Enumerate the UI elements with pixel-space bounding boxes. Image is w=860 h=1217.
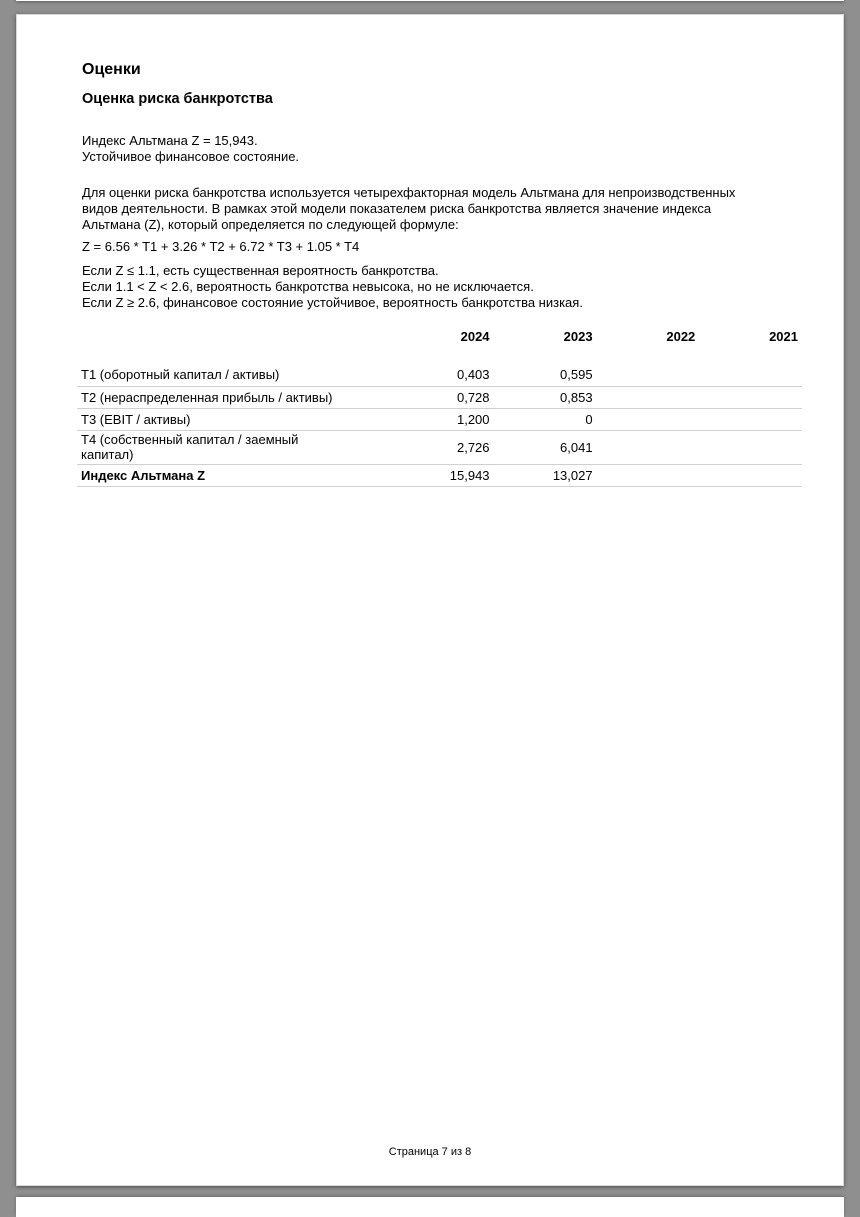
cell-value: [699, 386, 802, 408]
row-label: T2 (нераспределенная прибыль / активы): [77, 386, 390, 408]
cell-value: 0,728: [390, 386, 493, 408]
header-year-2022: 2022: [666, 329, 696, 344]
cell-value: 0,853: [494, 386, 597, 408]
row-label: T3 (EBIT / активы): [77, 408, 390, 430]
table-row-total: [77, 464, 802, 486]
cell-value: 2,726: [390, 430, 493, 464]
cell-value: 0,595: [494, 364, 597, 386]
row-label-line: T4 (собственный капитал / заемный: [81, 432, 299, 447]
cell-value: [699, 464, 802, 486]
summary-status-line: Устойчивое финансовое состояние.: [82, 149, 300, 164]
cell-value: 6,041: [494, 430, 597, 464]
page-number-footer: Страница 7 из 8: [388, 1146, 472, 1158]
cell-value: 13,027: [494, 464, 597, 486]
row-label: Индекс Альтмана Z: [77, 464, 390, 486]
table-row: [77, 430, 802, 464]
row-label: [77, 430, 390, 464]
table-row: [77, 386, 802, 408]
header-year-2021: 2021: [769, 329, 798, 344]
section-subheading: Оценка риска банкротства: [82, 91, 273, 107]
intro-line: Для оценки риска банкротства используется четырехфакторная модель Альтмана для непроизводственных: [82, 185, 736, 200]
intro-line: Альтмана (Z), который определяется по следующей формуле:: [82, 217, 459, 232]
cell-value: 15,943: [390, 464, 493, 486]
cell-value: 0,403: [390, 364, 493, 386]
altman-table: [77, 329, 802, 487]
cell-value: [597, 408, 700, 430]
cell-value: 1,200: [390, 408, 493, 430]
section-heading: Оценки: [82, 61, 141, 78]
summary-index-line: Индекс Альтмана Z = 15,943.: [82, 133, 258, 148]
summary-block: [82, 133, 299, 165]
cell-value: [699, 408, 802, 430]
altman-formula: Z = 6.56 * T1 + 3.26 * T2 + 6.72 * T3 + 1.05 * T4: [82, 239, 360, 254]
cell-value: 0: [494, 408, 597, 430]
previous-page-edge: [16, 0, 844, 1]
interpretation-rules: [82, 263, 583, 311]
header-year-2024: 2024: [460, 329, 490, 344]
table-header-row: [77, 329, 802, 347]
intro-paragraph: [82, 185, 735, 233]
intro-line: видов деятельности. В рамках этой модели показателем риска банкротства является значение индекса: [82, 201, 712, 216]
cell-value: [597, 430, 700, 464]
table-row: [77, 364, 802, 386]
row-label: T1 (оборотный капитал / активы): [77, 364, 390, 386]
rule-line: Если 1.1 < Z < 2.6, вероятность банкротства невысока, но не исключается.: [82, 279, 534, 294]
rule-line: Если Z ≥ 2.6, финансовое состояние устойчивое, вероятность банкротства низкая.: [82, 295, 583, 310]
table-row: [77, 408, 802, 430]
next-page-edge: [16, 1197, 844, 1217]
row-label-line: капитал): [81, 447, 134, 462]
cell-value: [597, 364, 700, 386]
cell-value: [699, 364, 802, 386]
cell-value: [597, 386, 700, 408]
header-label: [77, 329, 390, 347]
cell-value: [597, 464, 700, 486]
rule-line: Если Z ≤ 1.1, есть существенная вероятность банкротства.: [82, 263, 439, 278]
document-page: [16, 14, 844, 1186]
header-year-2023: 2023: [563, 329, 593, 344]
cell-value: [699, 430, 802, 464]
